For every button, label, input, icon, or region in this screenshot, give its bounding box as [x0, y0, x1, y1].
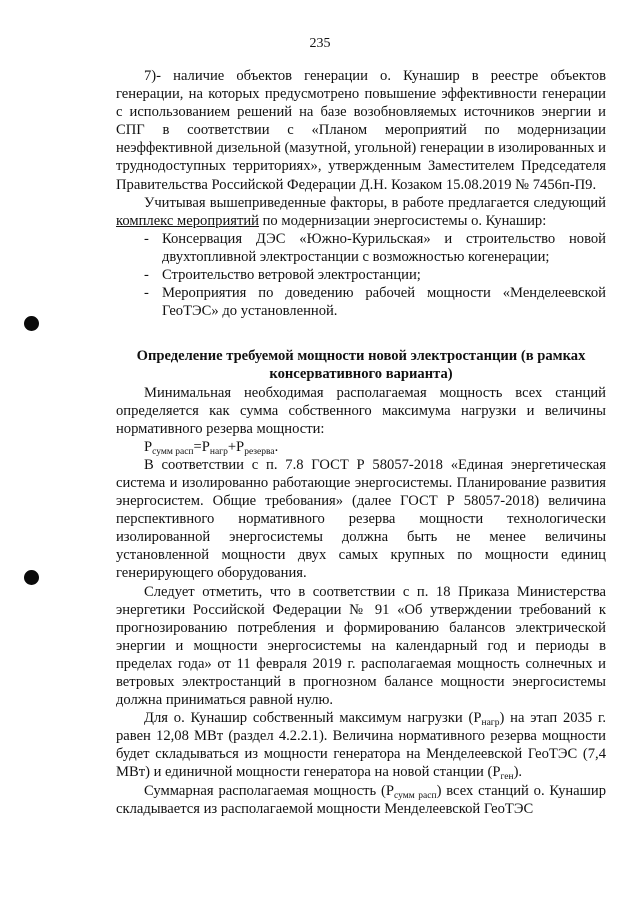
list-dash: - [144, 267, 149, 284]
paragraph-total-capacity [116, 782, 606, 818]
factors-text-after: по модернизации энергосистемы о. Кунашир: [258, 212, 547, 229]
paragraph-generation-registry: 7)- наличие объектов генерации о. Кунашир в реестре объектов генерации, на которых предусмотрено повышение эффективности генерации с использованием решений на базе возобновляемых источников энергии и СПГ в соответствии с «Планом мероприятий по модернизации неэффективной дизельной (мазутной, угольной) генерации в изолированных и труднодоступных территориях», утвержденным Заместителем Председателя Правительства Российской Федерации Д.Н. Козаком 15.08.2019 № 7456п-П9. [116, 68, 606, 193]
formula-symbol: P [144, 438, 153, 455]
text-run: ) всех станций о. Кунашир складывается из располагаемой мощности Менделеевской ГеоТЭС [116, 782, 606, 817]
formula-symbol: =P [193, 438, 210, 455]
list-item [142, 230, 606, 266]
paragraph-min-capacity: Минимальная необходимая располагаемая мощность всех станций определяется как сумма собственного максимума нагрузки и величины нормативного резерва мощности: [116, 384, 606, 437]
list-dash: - [144, 285, 149, 302]
list-item-text: Консервация ДЭС «Южно-Курильская» и строительство новой двухтопливной электростанции с возможностью когенерации; [162, 230, 606, 265]
paragraph-ministry-order: Следует отметить, что в соответствии с п. 18 Приказа Министерства энергетики Российской Федерации № 91 «Об утверждении требований к прогнозированию потребления и формированию балансов электрической энергии и мощности энергосистемы на календарный год и периоды в пределах года» от 11 февраля 2019 г. располагаемая мощность солнечных и ветровых электростанций в прогнозном балансе мощности энергосистемы должна приниматься равной нулю. [116, 583, 606, 709]
paragraph-factors [116, 194, 606, 230]
page-number: 235 [309, 36, 331, 51]
list-item [142, 284, 606, 320]
list-item-text: Строительство ветровой электростанции; [162, 267, 421, 284]
document-body [116, 67, 606, 818]
list-dash: - [144, 230, 149, 247]
text-subscript: нагр [481, 718, 500, 729]
punch-hole-top [24, 316, 39, 331]
punch-hole-bottom [24, 570, 39, 585]
formula-symbol: . [274, 438, 279, 455]
list-item-text: Мероприятия по доведению рабочей мощности «Менделеевской ГеоТЭС» до установленной. [162, 285, 606, 320]
factors-text-before: Учитывая вышеприведенные факторы, в работе предлагается следующий [144, 194, 606, 211]
section-heading: Определение требуемой мощности новой электростанции (в рамках консервативного варианта) [136, 348, 586, 383]
formula-symbol: +P [227, 438, 245, 455]
measures-list [116, 230, 606, 320]
factors-underlined-phrase: комплекс мероприятий [116, 212, 259, 229]
text-run: ) на этап 2035 г. равен 12,08 МВт (раздел 4.2.2.1). Величина нормативного резерва мощности будет складываться из мощности генератора на Менделеевской ГеоТЭС (7,4 МВт) и единичной мощности генератора на новой станции (P [116, 710, 606, 781]
formula-subscript: резерва [244, 446, 275, 457]
formula-subscript: нагр [209, 446, 228, 457]
text-run: Для о. Кунашир собственный максимум нагрузки (P [144, 710, 482, 727]
text-subscript: ген [500, 772, 514, 783]
text-subscript: сумм расп [394, 790, 437, 801]
paragraph-gost: В соответствии с п. 7.8 ГОСТ Р 58057-2018 «Единая энергетическая система и изолированно работающие энергосистемы. Планирование развития энергосистем. Общие требования» (далее ГОСТ Р 58057-2018) величина перспективного нормативного резерва мощности технологически изолированной энергосистемы должна быть не менее величины установленной мощности двух самых крупных по мощности единиц генерирующего оборудования. [116, 456, 606, 582]
text-run: Суммарная располагаемая мощность (P [144, 782, 394, 799]
formula-subscript: сумм расп [152, 446, 194, 457]
paragraph-kunashir-load [116, 709, 606, 781]
text-run: ). [513, 764, 523, 781]
capacity-formula [116, 438, 606, 456]
list-item [142, 266, 606, 284]
